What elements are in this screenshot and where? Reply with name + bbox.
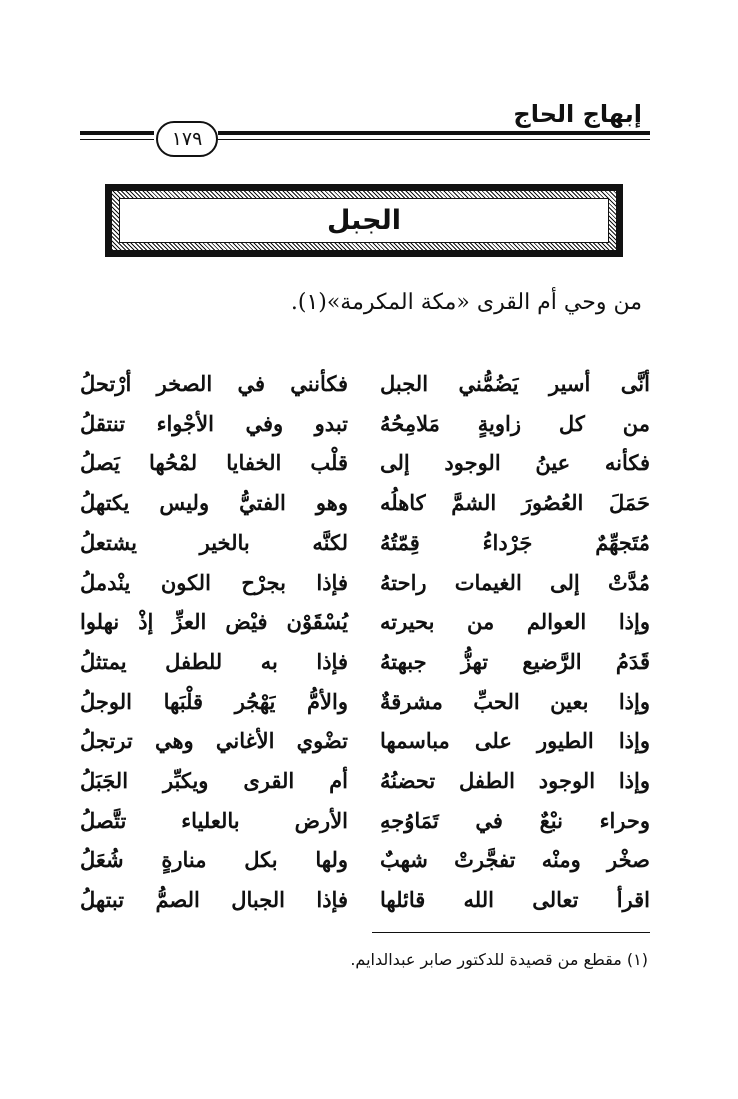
verse-second-hemistich: أم القرى ويكبِّر الجَبَلُ: [80, 768, 348, 793]
verse-second-hemistich: فإذا به للطفل يمتثلُ: [80, 649, 348, 674]
verse-first-hemistich: قَدَمُ الرَّضيع تهزُّ جبهتهُ: [380, 649, 650, 674]
header-rule-left-thin: [80, 139, 154, 140]
poem-verse: [0, 682, 738, 722]
verse-first-hemistich: مُدَّتْ إلى الغيمات راحتهُ: [380, 570, 650, 595]
verse-first-hemistich: حَمَلَ العُصُورَ الشمَّ كاهلُه: [380, 490, 650, 515]
footnote-rule: [372, 932, 650, 933]
page-number: ١٧٩: [156, 121, 218, 157]
verse-second-hemistich: قلْب الخفايا لمْحُها يَصلُ: [80, 450, 348, 475]
verse-first-hemistich: وإذا الوجود الطفل تحضنُهُ: [380, 768, 650, 793]
poem-verse: [0, 801, 738, 841]
section-title-frame: [105, 184, 623, 257]
intro-line: من وحي أم القرى «مكة المكرمة»(١).: [290, 290, 642, 315]
verse-first-hemistich: وإذا العوالم من بحيرته: [380, 609, 650, 634]
poem-verse: [0, 642, 738, 682]
verse-first-hemistich: فكأنه عينُ الوجود إلى: [380, 450, 650, 475]
poem-verse: [0, 523, 738, 563]
verse-second-hemistich: تضْوي الأغاني وهي ترتجلُ: [80, 728, 348, 753]
header-rule-right-thin: [218, 139, 650, 140]
poem-verse: [0, 880, 738, 920]
verse-first-hemistich: مُتَجهِّمٌ جَرْداءُ قِمّتُهُ: [380, 530, 650, 555]
poem-verse: [0, 761, 738, 801]
verse-first-hemistich: وإذا الطيور على مباسمها: [380, 728, 650, 753]
verse-second-hemistich: ولها بكل منارةٍ شُعَلُ: [80, 847, 348, 872]
verse-second-hemistich: فإذا بجرْح الكون ينْدملُ: [80, 570, 348, 595]
verse-second-hemistich: الأرض بالعلياء تتَّصلُ: [80, 808, 348, 833]
header-rule-left: [80, 131, 154, 135]
poem-verse: [0, 563, 738, 603]
running-header-title: إبهاج الحاج: [513, 100, 642, 128]
header-rule-right: [218, 131, 650, 135]
section-title: الجبل: [327, 205, 401, 236]
verse-second-hemistich: يُسْقَوْن فيْض العزِّ إذْ نهلوا: [80, 609, 348, 634]
poem-verse: [0, 364, 738, 404]
verse-second-hemistich: تبدو وفي الأجْواء تنتقلُ: [80, 411, 348, 436]
verse-second-hemistich: وهو الفتيُّ وليس يكتهلُ: [80, 490, 348, 515]
verse-first-hemistich: من كل زاويةٍ مَلامِحُهُ: [380, 411, 650, 436]
poem-verse: [0, 840, 738, 880]
section-title-box: [119, 198, 609, 243]
verse-second-hemistich: لكنَّه بالخير يشتعلُ: [80, 530, 348, 555]
verse-second-hemistich: والأمُّ يَهْجُر قلْبَها الوجلُ: [80, 689, 348, 714]
poem-verse: [0, 602, 738, 642]
verse-second-hemistich: فإذا الجبال الصمُّ تبتهلُ: [80, 887, 348, 912]
footnote: (١) مقطع من قصيدة للدكتور صابر عبدالدايم.: [350, 950, 648, 969]
verse-first-hemistich: وحراء نبْعٌ في تَمَاوُجهِ: [380, 808, 650, 833]
poem-verse: [0, 721, 738, 761]
poem-verse: [0, 443, 738, 483]
verse-first-hemistich: صخْر ومنْه تفجَّرتْ شهبٌ: [380, 847, 650, 872]
verse-first-hemistich: أنَّى أسير يَضُمُّني الجبل: [380, 371, 650, 396]
verse-second-hemistich: فكأنني في الصخر أرْتحلُ: [80, 371, 348, 396]
poem-verse: [0, 404, 738, 444]
verse-first-hemistich: اقرأ تعالى الله قائلها: [380, 887, 650, 912]
verse-first-hemistich: وإذا بعين الحبِّ مشرقةٌ: [380, 689, 650, 714]
poem-verse: [0, 483, 738, 523]
